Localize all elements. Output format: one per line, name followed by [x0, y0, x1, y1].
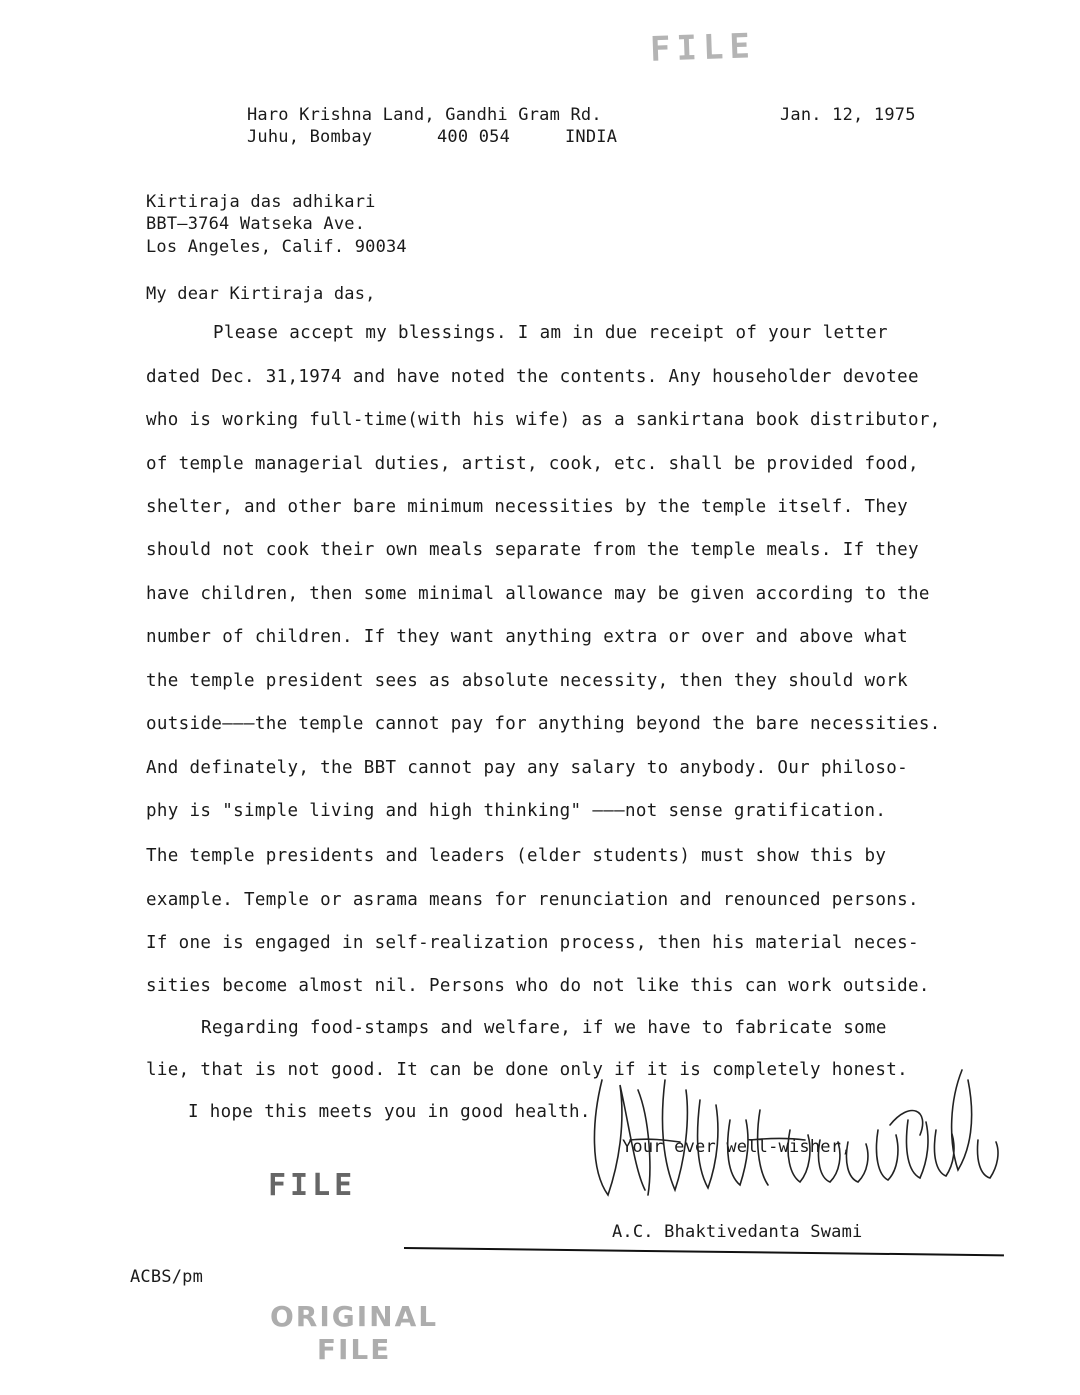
- handwritten-signature: [590, 1060, 1010, 1210]
- body-line: And definately, the BBT cannot pay any salary to anybody. Our philoso-: [146, 758, 909, 778]
- body-line: the temple president sees as absolute necessity, then they should work: [146, 671, 909, 691]
- letter-date: Jan. 12, 1975: [780, 105, 916, 125]
- body-line: have children, then some minimal allowance may be given according to the: [146, 584, 930, 604]
- salutation: My dear Kirtiraja das,: [146, 284, 376, 304]
- body-line: If one is engaged in self-realization process, then his material neces-: [146, 933, 919, 953]
- body-line: Please accept my blessings. I am in due receipt of your letter: [213, 323, 888, 343]
- body-line: example. Temple or asrama means for renunciation and renounced persons.: [146, 890, 919, 910]
- body-line: phy is "simple living and high thinking" ———not sense gratification.: [146, 801, 887, 821]
- body-line: The temple presidents and leaders (elder students) must show this by: [146, 846, 887, 866]
- signature-rule: [404, 1247, 1004, 1256]
- typist-initials: ACBS/pm: [130, 1267, 204, 1287]
- body-line: dated Dec. 31,1974 and have noted the contents. Any householder devotee: [146, 367, 919, 387]
- body-line: number of children. If they want anything extra or over and above what: [146, 627, 909, 647]
- sender-zip: 400 054: [437, 127, 511, 147]
- body-line: I hope this meets you in good health.: [188, 1102, 591, 1122]
- original-file-stamp-line1: ORIGINAL: [270, 1300, 439, 1333]
- body-line: of temple managerial duties, artist, cook, etc. shall be provided food,: [146, 454, 919, 474]
- body-line: sities become almost nil. Persons who do not like this can work outside.: [146, 976, 930, 996]
- file-stamp-middle: FILE: [268, 1168, 357, 1203]
- sender-country: INDIA: [565, 127, 618, 147]
- file-stamp-top: FILE: [649, 26, 757, 70]
- recipient-address-line: BBT—3764 Watseka Ave.: [146, 214, 366, 234]
- original-file-stamp: [270, 1300, 438, 1366]
- body-line: Regarding food-stamps and welfare, if we have to fabricate some: [201, 1018, 887, 1038]
- body-line: who is working full-time(with his wife) as a sankirtana book distributor,: [146, 410, 941, 430]
- body-line: shelter, and other bare minimum necessities by the temple itself. They: [146, 497, 909, 517]
- recipient-name: Kirtiraja das adhikari: [146, 192, 376, 212]
- closing: Your ever well-wisher,: [622, 1137, 852, 1157]
- sender-city: Juhu, Bombay: [247, 127, 373, 147]
- original-file-stamp-line2: FILE: [316, 1333, 392, 1366]
- body-line: should not cook their own meals separate from the temple meals. If they: [146, 540, 919, 560]
- sender-address-line1: Haro Krishna Land, Gandhi Gram Rd.: [247, 105, 602, 125]
- signature-name: A.C. Bhaktivedanta Swami: [612, 1222, 863, 1242]
- recipient-city-line: Los Angeles, Calif. 90034: [146, 237, 407, 257]
- body-line: lie, that is not good. It can be done only if it is completely honest.: [146, 1060, 909, 1080]
- body-line: outside———the temple cannot pay for anything beyond the bare necessities.: [146, 714, 941, 734]
